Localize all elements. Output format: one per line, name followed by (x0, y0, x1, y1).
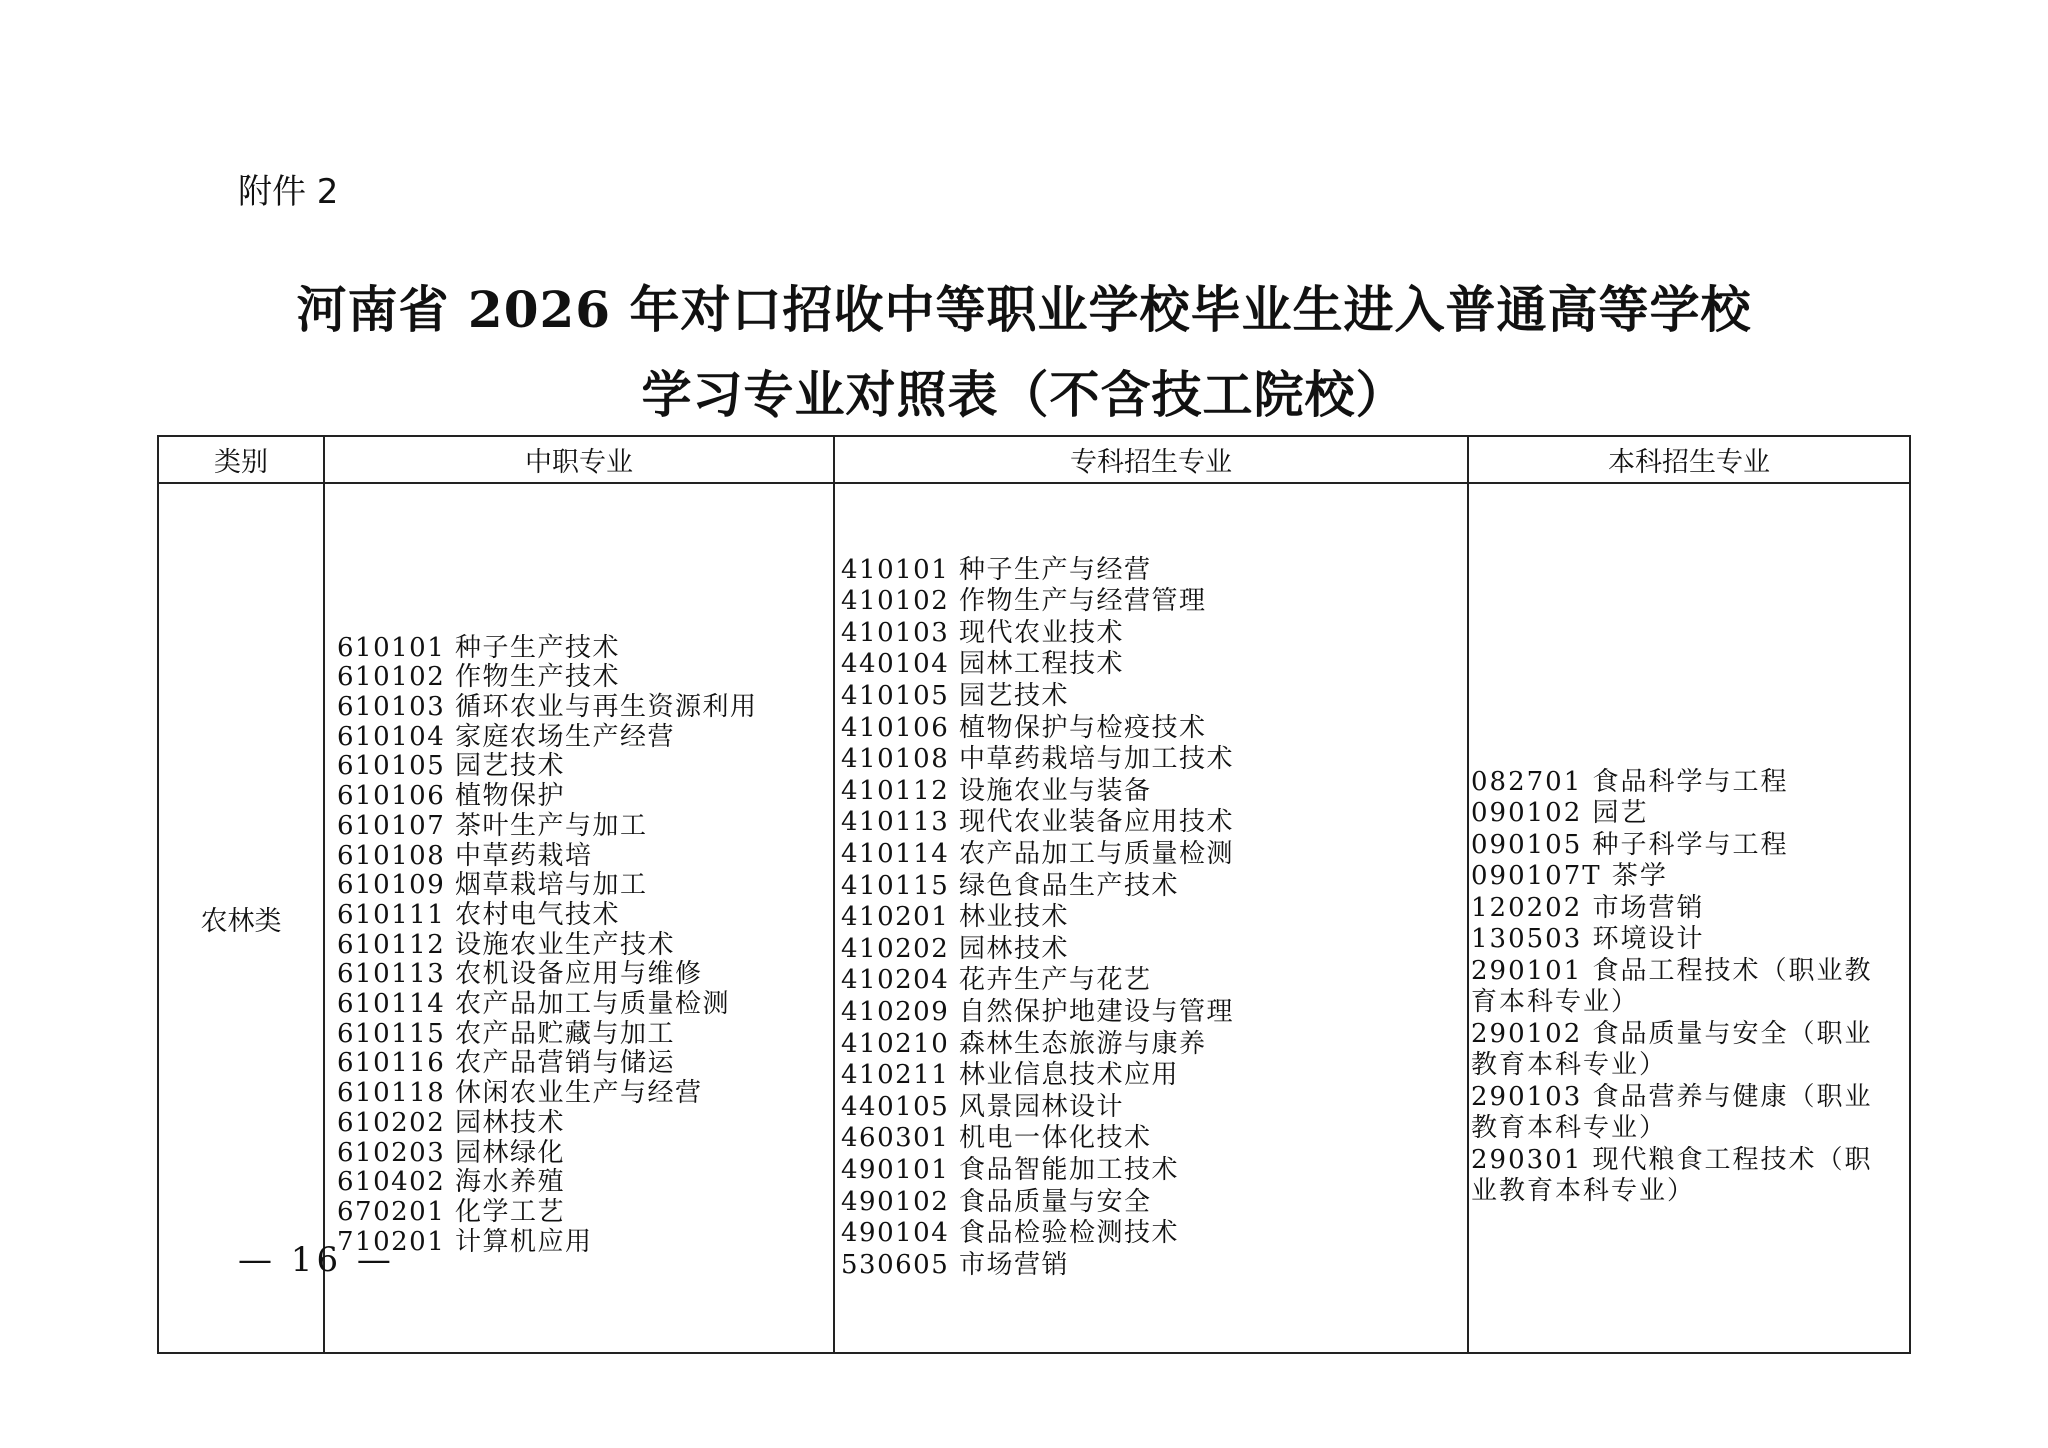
secondary-majors-cell (324, 483, 834, 1353)
list-item: 290102 食品质量与安全（职业教育本科专业） (1471, 1018, 1873, 1080)
list-item: 610116 农产品营销与储运 (337, 1048, 676, 1079)
list-item: 090105 种子科学与工程 (1471, 829, 1789, 860)
list-item: 082701 食品科学与工程 (1471, 766, 1789, 797)
list-item: 610109 烟草栽培与加工 (337, 870, 648, 901)
list-item: 410210 森林生态旅游与康养 (841, 1028, 1207, 1059)
list-item: 460301 机电一体化技术 (841, 1123, 1152, 1154)
list-item: 610102 作物生产技术 (337, 662, 621, 693)
list-item: 610108 中草药栽培 (337, 840, 593, 871)
list-item: 410103 现代农业技术 (841, 617, 1125, 648)
attachment-label: 附件 2 (238, 172, 339, 212)
header-row (158, 436, 1910, 483)
list-item: 410105 园艺技术 (841, 681, 1070, 712)
list-item: 410201 林业技术 (841, 902, 1070, 933)
list-item: 610101 种子生产技术 (337, 632, 621, 663)
list-item: 290101 食品工程技术（职业教育本科专业） (1471, 955, 1873, 1017)
header-associate-majors: 专科招生专业 (834, 436, 1468, 483)
list-item: 410202 园林技术 (841, 933, 1070, 964)
list-item: 610202 园林技术 (337, 1107, 566, 1138)
page-number: — 16 — (238, 1240, 395, 1280)
list-item: 610106 植物保护 (337, 781, 566, 812)
list-item: 670201 化学工艺 (337, 1196, 566, 1227)
list-item: 610115 农产品贮藏与加工 (337, 1018, 676, 1049)
list-item: 490102 食品质量与安全 (841, 1186, 1152, 1217)
list-item: 610104 家庭农场生产经营 (337, 721, 676, 752)
list-item: 440105 风景园林设计 (841, 1091, 1125, 1122)
list-item: 290301 现代粮食工程技术（职业教育本科专业） (1471, 1144, 1873, 1206)
list-item: 410114 农产品加工与质量检测 (841, 839, 1235, 870)
document-title-line-2: 学习专业对照表（不含技工院校） (641, 365, 1407, 424)
list-item: 610107 茶叶生产与加工 (337, 810, 648, 841)
list-item: 610112 设施农业生产技术 (337, 929, 676, 960)
secondary-majors-list (325, 634, 833, 1258)
list-item: 490101 食品智能加工技术 (841, 1154, 1180, 1185)
list-item: 410204 花卉生产与花艺 (841, 965, 1152, 996)
list-item: 530605 市场营销 (841, 1249, 1070, 1280)
list-item: 290103 食品营养与健康（职业教育本科专业） (1471, 1081, 1873, 1143)
list-item: 610203 园林绿化 (337, 1137, 566, 1168)
header-bachelor-majors: 本科招生专业 (1468, 436, 1910, 483)
list-item: 410112 设施农业与装备 (841, 775, 1152, 806)
table-body (158, 483, 1910, 1353)
list-item: 410102 作物生产与经营管理 (841, 586, 1207, 617)
list-item: 610118 休闲农业生产与经营 (337, 1078, 703, 1109)
associate-majors-cell (834, 483, 1468, 1353)
list-item: 610105 园艺技术 (337, 751, 566, 782)
list-item: 410101 种子生产与经营 (841, 554, 1152, 585)
list-item: 410106 植物保护与检疫技术 (841, 712, 1207, 743)
list-item: 090102 园艺 (1471, 798, 1649, 828)
list-item: 410115 绿色食品生产技术 (841, 870, 1180, 901)
list-item: 610402 海水养殖 (337, 1167, 566, 1198)
header-category: 类别 (158, 436, 324, 483)
header-secondary-majors: 中职专业 (324, 436, 834, 483)
list-item: 490104 食品检验检测技术 (841, 1218, 1180, 1249)
table-row (158, 483, 1910, 1353)
list-item: 440104 园林工程技术 (841, 649, 1125, 680)
bachelor-majors-cell (1468, 483, 1910, 1353)
table-header (158, 436, 1910, 483)
list-item: 410108 中草药栽培与加工技术 (841, 744, 1235, 775)
list-item: 130503 环境设计 (1471, 924, 1705, 954)
list-item: 090107T 茶学 (1471, 861, 1668, 891)
list-item: 410113 现代农业装备应用技术 (841, 807, 1235, 838)
list-item: 120202 市场营销 (1471, 892, 1705, 923)
list-item: 610114 农产品加工与质量检测 (337, 989, 731, 1020)
list-item: 610103 循环农业与再生资源利用 (337, 692, 758, 723)
category-cell: 农林类 (158, 483, 324, 1353)
document-title-line-1: 河南省 2026 年对口招收中等职业学校毕业生进入普通高等学校 (296, 280, 1752, 339)
list-item: 610113 农机设备应用与维修 (337, 959, 703, 990)
associate-majors-list (835, 555, 1467, 1282)
list-item: 410209 自然保护地建设与管理 (841, 996, 1235, 1027)
list-item: 410211 林业信息技术应用 (841, 1060, 1180, 1091)
bachelor-majors-list (1469, 767, 1909, 1208)
list-item: 710201 计算机应用 (337, 1226, 593, 1257)
list-item: 610111 农村电气技术 (337, 899, 621, 930)
major-mapping-table (157, 435, 1911, 1354)
